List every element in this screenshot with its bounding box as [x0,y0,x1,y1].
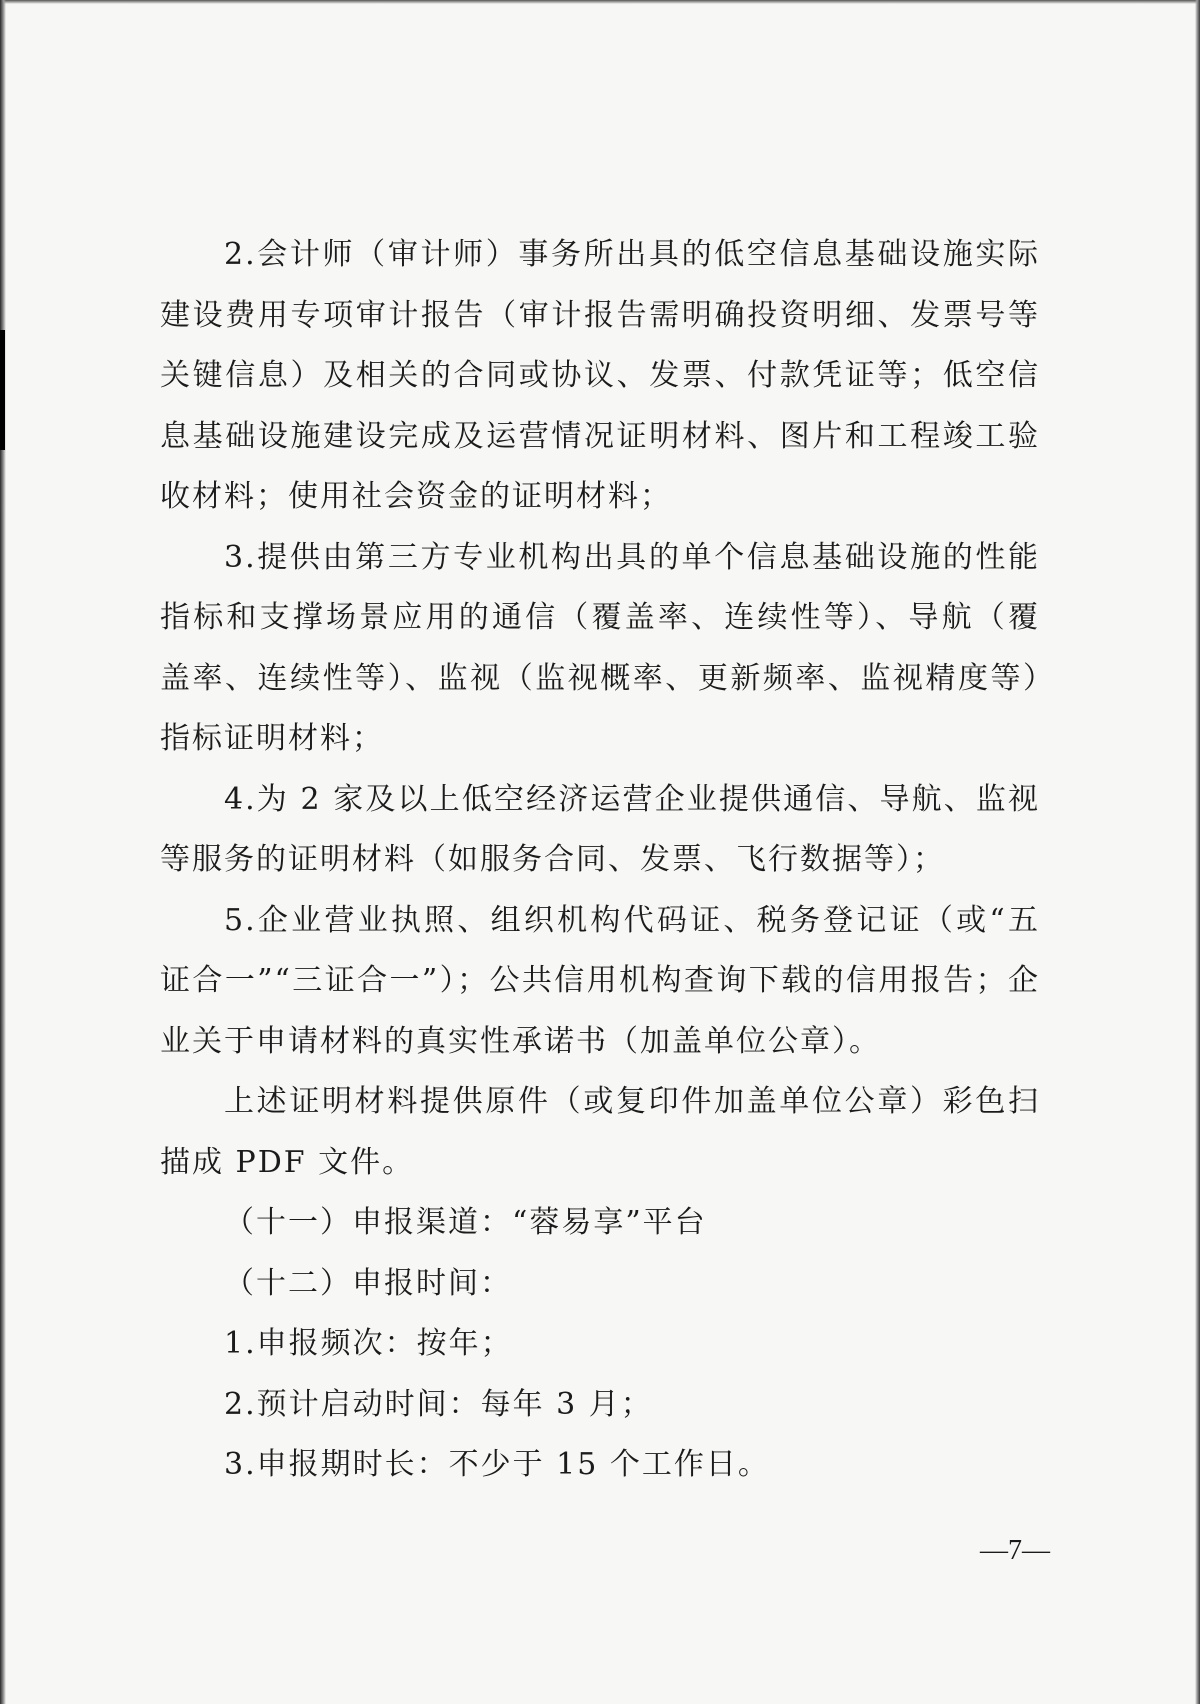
heading-application-time: （十二）申报时间： [224,1265,512,1301]
list-item-frequency: 1.申报频次：按年； [224,1326,513,1361]
document-body [160,225,1040,1496]
paragraph-item-4-service-proof: 4.为 2 家及以上低空经济运营企业提供通信、导航、监视等服务的证明材料（如服务合同、发票、飞行数据等）； [160,781,1040,877]
paragraph-item-2-audit-report: 2.会计师（审计师）事务所出具的低空信息基础设施实际建设费用专项审计报告（审计报告需明确投资明细、发票号等关键信息）及相关的合同或协议、发票、付款凭证等；低空信息基础设施建设完成及运营情况证明材料、图片和工程竣工验收材料；使用社会资金的证明材料； [160,237,1040,514]
list-item-duration: 3.申报期时长：不少于 15 个工作日。 [224,1447,770,1482]
heading-application-channel: （十一）申报渠道：“蓉易享”平台 [224,1205,707,1240]
paragraph-scan-note: 上述证明材料提供原件（或复印件加盖单位公章）彩色扫描成 PDF 文件。 [160,1084,1040,1180]
page-number: —7— [980,1535,1050,1566]
list-item-start-time: 2.预计启动时间：每年 3 月； [224,1386,653,1422]
scan-edge-top [0,0,1200,4]
scan-edge-left [0,0,6,1704]
scan-edge-right [1195,0,1200,1704]
paragraph-item-5-business-license: 5.企业营业执照、组织机构代码证、税务登记证（或“五证合一”“三证合一”）；公共信用机构查询下载的信用报告；企业关于申请材料的真实性承诺书（加盖单位公章）。 [160,902,1040,1059]
paragraph-item-3-performance-metrics: 3.提供由第三方专业机构出具的单个信息基础设施的性能指标和支撑场景应用的通信（覆盖率、连续性等）、导航（覆盖率、连续性等）、监视（监视概率、更新频率、监视精度等）指标证明材料； [160,539,1040,756]
scan-edge-left-mark [0,330,5,450]
